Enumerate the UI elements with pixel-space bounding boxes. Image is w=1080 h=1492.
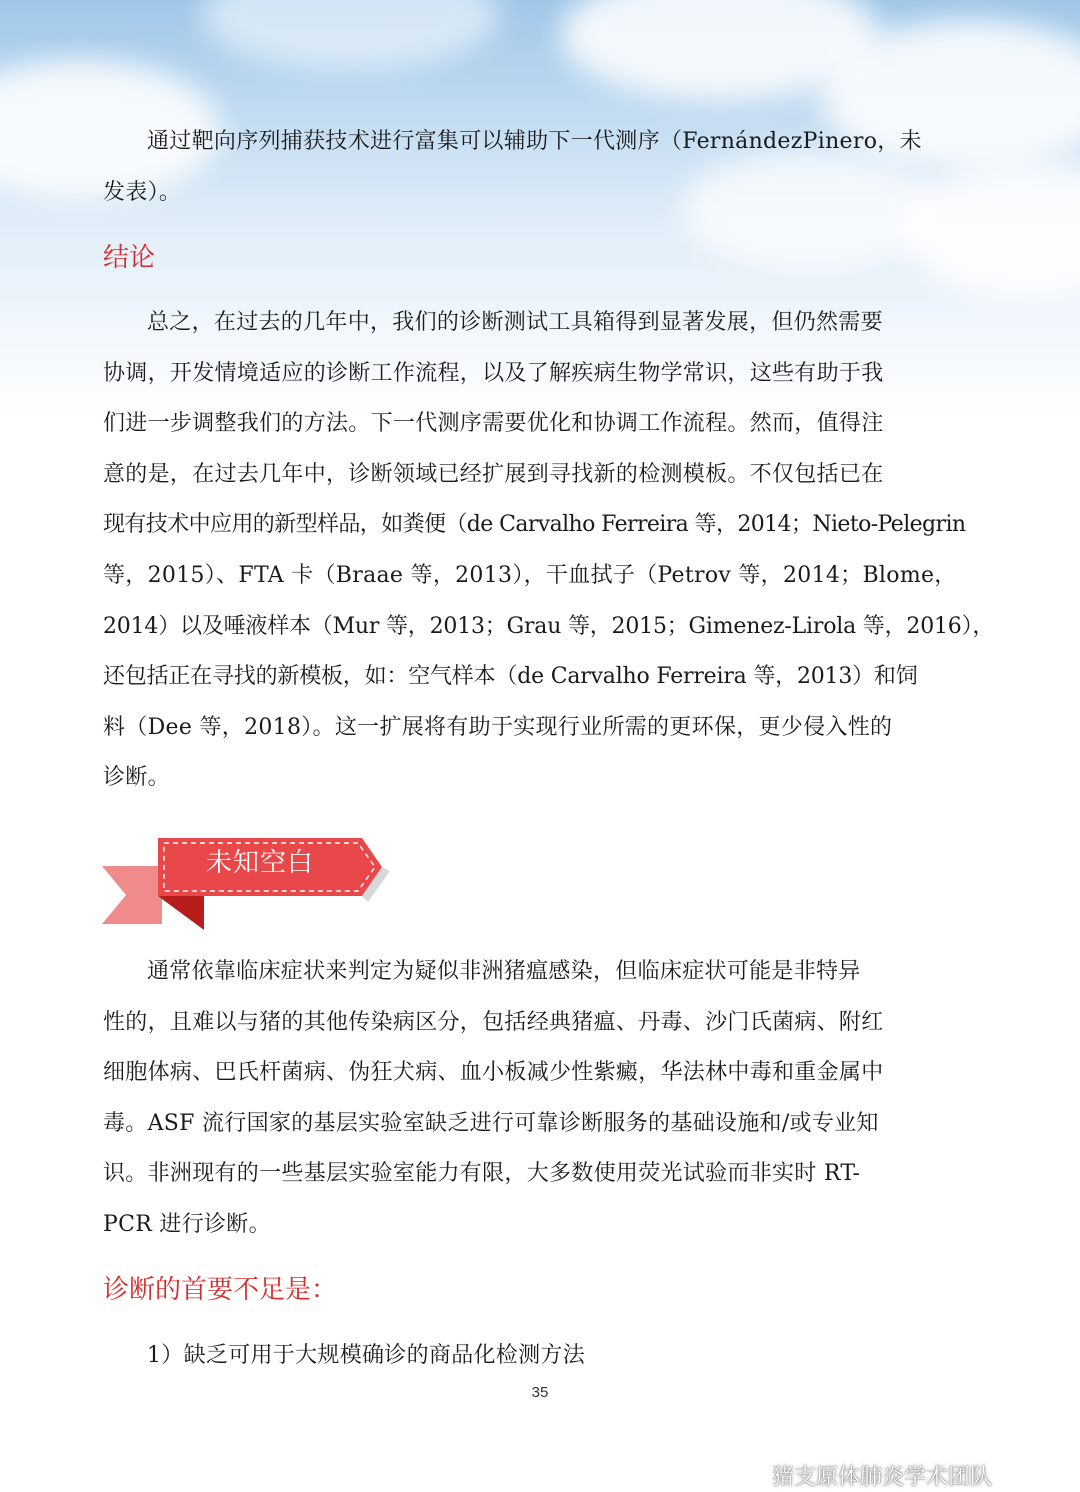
- banner-fold: [158, 896, 204, 930]
- paragraph-unknowns: [103, 947, 977, 1251]
- watermark: [734, 1460, 992, 1490]
- text-line: 协调，开发情境适应的诊断工作流程，以及了解疾病生物学常识，这些有助于我: [103, 360, 884, 386]
- text-line: 意的是，在过去几年中，诊断领域已经扩展到寻找新的检测模板。不仅包括已在: [103, 461, 884, 487]
- text-line: 性的，且难以与猪的其他传染病区分，包括经典猪瘟、丹毒、沙门氏菌病、附红: [103, 1009, 884, 1035]
- text-line: 总之，在过去的几年中，我们的诊断测试工具箱得到显著发展，但仍然需要: [147, 310, 883, 335]
- text-line: PCR 进行诊断。: [103, 1211, 271, 1237]
- wechat-icon: [734, 1462, 764, 1488]
- text-line: 细胞体病、巴氏杆菌病、伪狂犬病、血小板减少性紫癜，华法林中毒和重金属中: [103, 1060, 884, 1086]
- text-line: 通过靶向序列捕获技术进行富集可以辅助下一代测序（FernándezPinero，未: [147, 129, 922, 154]
- text-line: 料（Dee 等，2018）。这一扩展将有助于实现行业所需的更环保，更少侵入性的: [103, 714, 893, 740]
- heading-shortcomings: 诊断的首要不足是：: [103, 1275, 338, 1305]
- paragraph-sequencing: [103, 117, 977, 218]
- page-number: 35: [531, 1384, 549, 1401]
- text-line: 等，2015）、FTA 卡（Braae 等，2013），干血拭子（Petrov 等，2014；Blome，: [103, 562, 957, 588]
- text-line: 诊断。: [103, 765, 170, 791]
- list-item: [147, 1331, 977, 1382]
- text-line: 们进一步调整我们的方法。下一代测序需要优化和协调工作流程。然而，值得注: [103, 411, 884, 437]
- paragraph-conclusion: [103, 298, 995, 804]
- banner-label: 未知空白: [206, 848, 315, 878]
- list-item-text: 1）缺乏可用于大规模确诊的商品化检测方法: [147, 1343, 585, 1368]
- text-line: 发表）。: [103, 179, 182, 205]
- text-line: 通常依靠临床症状来判定为疑似非洲猪瘟感染，但临床症状可能是非特异: [147, 959, 861, 984]
- text-line: 2014）以及唾液样本（Mur 等，2013；Grau 等，2015；Gimenez-Lirola 等，2016），: [103, 613, 995, 639]
- banner-tail: [102, 866, 162, 924]
- text-line: 毒。ASF 流行国家的基层实验室缺乏进行可靠诊断服务的基础设施和/或专业知: [103, 1110, 879, 1136]
- text-line: 还包括正在寻找的新模板，如：空气样本（de Carvalho Ferreira 等，2013）和饲: [103, 664, 918, 690]
- text-line: 现有技术中应用的新型样品，如粪便（de Carvalho Ferreira 等，2014；Nieto-Pelegrin: [103, 512, 966, 538]
- watermark-text: 猪支原体肺炎学术团队: [772, 1464, 993, 1490]
- text-line: 识。非洲现有的一些基层实验室能力有限，大多数使用荧光试验而非实时 RT-: [103, 1161, 861, 1187]
- heading-conclusion: 结论: [103, 243, 156, 273]
